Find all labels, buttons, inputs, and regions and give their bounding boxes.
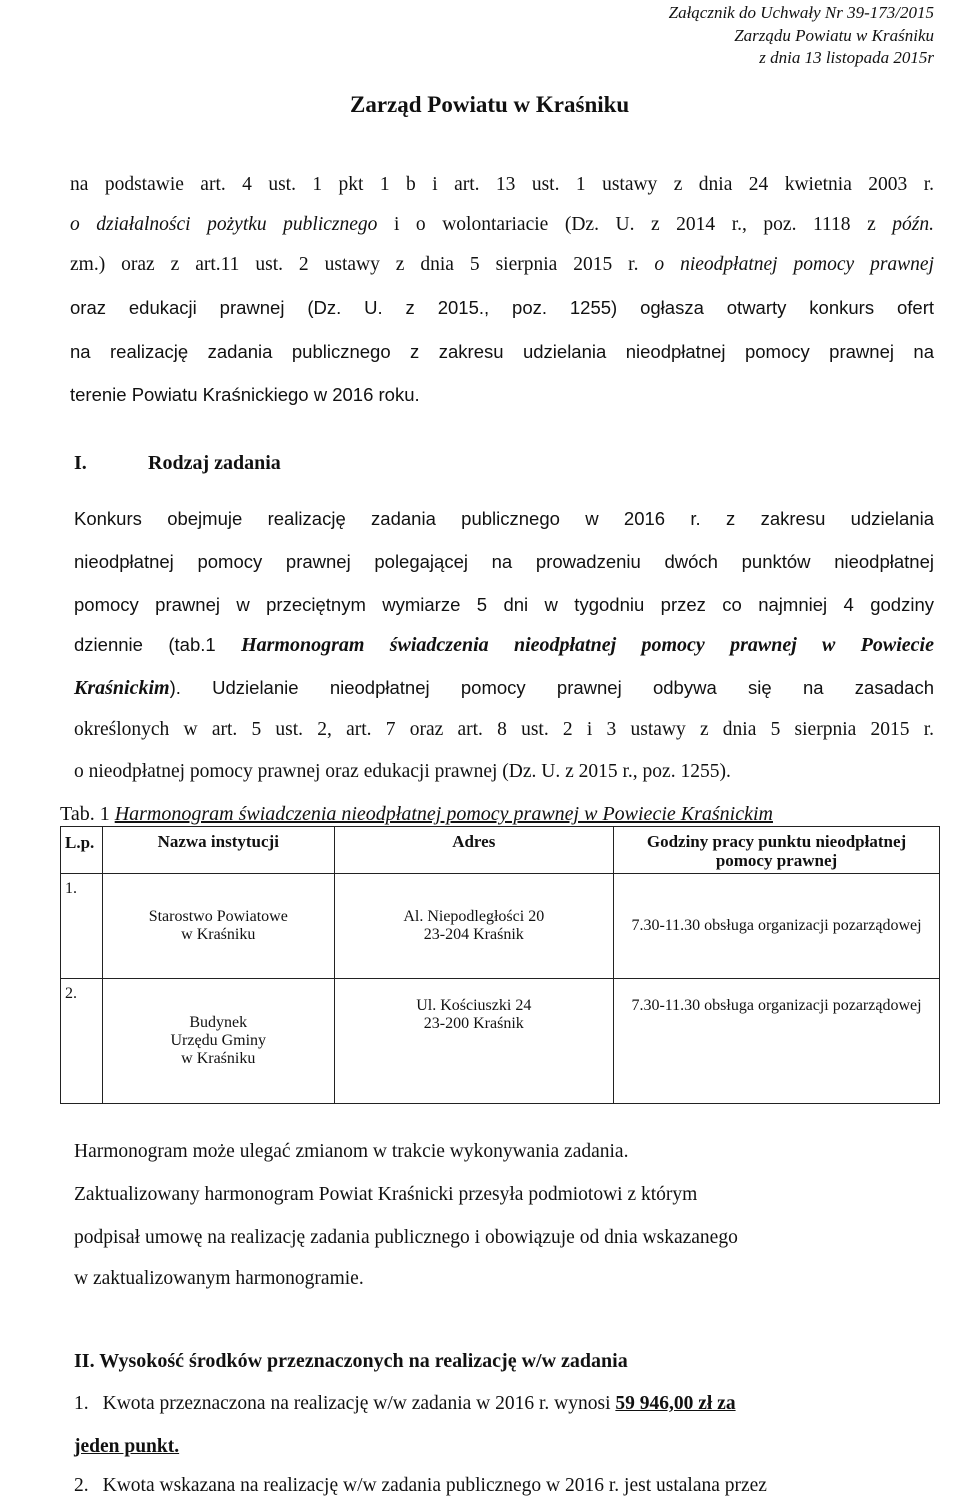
- table-caption: [60, 803, 773, 826]
- section-1-line-1: Konkurs obejmuje realizację zadania publicznego w 2016 r. z zakresu udzielania: [74, 508, 934, 529]
- row-2-lp: 2.: [61, 979, 103, 1104]
- section-2-item-1-text: Kwota przeznaczona na realizację w/w zadania w 2016 r. wynosi: [102, 1393, 616, 1414]
- section-2-item-1-amount: 59 946,00 zł za: [615, 1393, 736, 1414]
- section-1-line-2: nieodpłatnej pomocy prawnej polegającej na prowadzeniu dwóch punktów nieodpłatnej: [74, 551, 934, 572]
- schedule-title-inline-end: Kraśnickim: [74, 677, 170, 699]
- section-2-heading: II. Wysokość środków przeznaczonych na realizację w/w zadania: [74, 1350, 628, 1372]
- intro-italic-act: o działalności pożytku publicznego: [70, 214, 378, 235]
- row-2-name: [102, 979, 334, 1104]
- intro-line-6: terenie Powiatu Kraśnickiego w 2016 roku.: [70, 384, 420, 405]
- attachment-line-2: Zarządu Powiatu w Kraśniku: [734, 26, 934, 45]
- intro-line-1: na podstawie art. 4 ust. 1 pkt 1 b i art. 13 ust. 1 ustawy z dnia 24 kwietnia 2003 r.: [70, 174, 934, 195]
- row-1-address-line-2: 23-204 Kraśnik: [423, 926, 524, 943]
- row-2-name-line-1: Budynek: [189, 1014, 248, 1031]
- row-2-address-line-2: 23-200 Kraśnik: [423, 1015, 524, 1032]
- section-1-line-6: określonych w art. 5 ust. 2, art. 7 oraz art. 8 ust. 2 i 3 ustawy z dnia 5 sierpnia 2015 r.: [74, 719, 934, 740]
- intro-line-2-rest: i o wolontariacie (Dz. U. z 2014 r., poz. 1118 z: [377, 214, 893, 235]
- section-1-number: I.: [74, 452, 87, 474]
- section-1-line-7: o nieodpłatnej pomocy prawnej oraz edukacji prawnej (Dz. U. z 2015 r., poz. 1255).: [74, 761, 731, 782]
- row-1-name: [102, 874, 334, 979]
- header-address: Adres: [334, 827, 613, 874]
- header-name: Nazwa instytucji: [102, 827, 334, 874]
- intro-italic-act-2: o nieodpłatnej pomocy prawnej: [654, 254, 934, 275]
- after-table-line-2: Zaktualizowany harmonogram Powiat Kraśnicki przesyła podmiotowi z którym: [74, 1184, 698, 1205]
- section-2-item-1-amount-end: jeden punkt.: [74, 1436, 180, 1457]
- section-1-line-4-text: dziennie (tab.1: [74, 634, 242, 655]
- section-1-line-3: pomocy prawnej w przeciętnym wymiarze 5 dni w tygodniu przez co najmniej 4 godziny: [74, 594, 934, 615]
- header-hours-text: Godziny pracy punktu nieodpłatnej pomocy prawnej: [646, 832, 907, 870]
- table-row: [61, 979, 940, 1104]
- section-2-item-2-text: Kwota wskazana na realizację w/w zadania publicznego w 2016 r. jest ustalana przez: [102, 1475, 767, 1496]
- section-1-heading: Rodzaj zadania: [148, 452, 281, 474]
- table-header-row: [61, 827, 940, 874]
- after-table-line-4: w zaktualizowanym harmonogramie.: [74, 1268, 364, 1289]
- header-hours: [614, 827, 940, 874]
- header-lp: L.p.: [61, 827, 103, 874]
- section-2-item-2: [74, 1475, 767, 1497]
- intro-line-3-text: zm.) oraz z art.11 ust. 2 ustawy z dnia 5 sierpnia 2015 r.: [70, 254, 655, 275]
- intro-line-5: na realizację zadania publicznego z zakresu udzielania nieodpłatnej pomocy prawnej na: [70, 341, 934, 362]
- section-1-line-4: [74, 634, 934, 657]
- document-title: Zarząd Powiatu w Kraśniku: [350, 92, 630, 117]
- intro-line-2: [70, 214, 934, 236]
- row-1-address-line-1: Al. Niepodległości 20: [403, 908, 545, 925]
- section-2-item-2-number: 2.: [74, 1475, 89, 1496]
- row-1-hours: 7.30-11.30 obsługa organizacji pozarządowej: [614, 874, 940, 979]
- section-2-item-1-number: 1.: [74, 1393, 89, 1414]
- after-table-line-1: Harmonogram może ulegać zmianom w trakcie wykonywania zadania.: [74, 1141, 629, 1162]
- section-1-line-5-text: ). Udzielanie nieodpłatnej pomocy prawnej odbywa się na zasadach: [169, 677, 934, 698]
- section-2-item-1: [74, 1393, 736, 1415]
- row-1-lp: 1.: [61, 874, 103, 979]
- row-2-hours: 7.30-11.30 obsługa organizacji pozarządowej: [614, 979, 940, 1104]
- intro-italic-pozn: późn.: [892, 214, 934, 235]
- row-1-name-line-1: Starostwo Powiatowe: [148, 908, 288, 925]
- intro-line-3: [70, 254, 934, 276]
- row-2-name-line-2: Urzędu Gminy: [170, 1032, 267, 1049]
- after-table-line-3: podpisał umowę na realizację zadania publicznego i obowiązuje od dnia wskazanego: [74, 1227, 738, 1248]
- schedule-title-inline: Harmonogram świadczenia nieodpłatnej pomocy prawnej w Powiecie: [241, 634, 934, 656]
- schedule-table: [60, 826, 940, 1104]
- intro-line-4: oraz edukacji prawnej (Dz. U. z 2015., poz. 1255) ogłasza otwarty konkurs ofert: [70, 297, 934, 318]
- attachment-line-1: Załącznik do Uchwały Nr 39-173/2015: [668, 3, 934, 22]
- table-caption-prefix: Tab. 1: [60, 803, 115, 825]
- attachment-line-3: z dnia 13 listopada 2015r: [759, 48, 934, 67]
- table-caption-title: Harmonogram świadczenia nieodpłatnej pomocy prawnej w Powiecie Kraśnickim: [114, 803, 773, 825]
- row-2-address-line-1: Ul. Kościuszki 24: [416, 997, 532, 1014]
- row-1-address: [334, 874, 613, 979]
- row-2-address: [334, 979, 613, 1104]
- row-1-name-line-2: w Kraśniku: [181, 926, 256, 943]
- section-1-line-5: [74, 677, 934, 700]
- table-row: [61, 874, 940, 979]
- row-2-name-line-3: w Kraśniku: [181, 1050, 256, 1067]
